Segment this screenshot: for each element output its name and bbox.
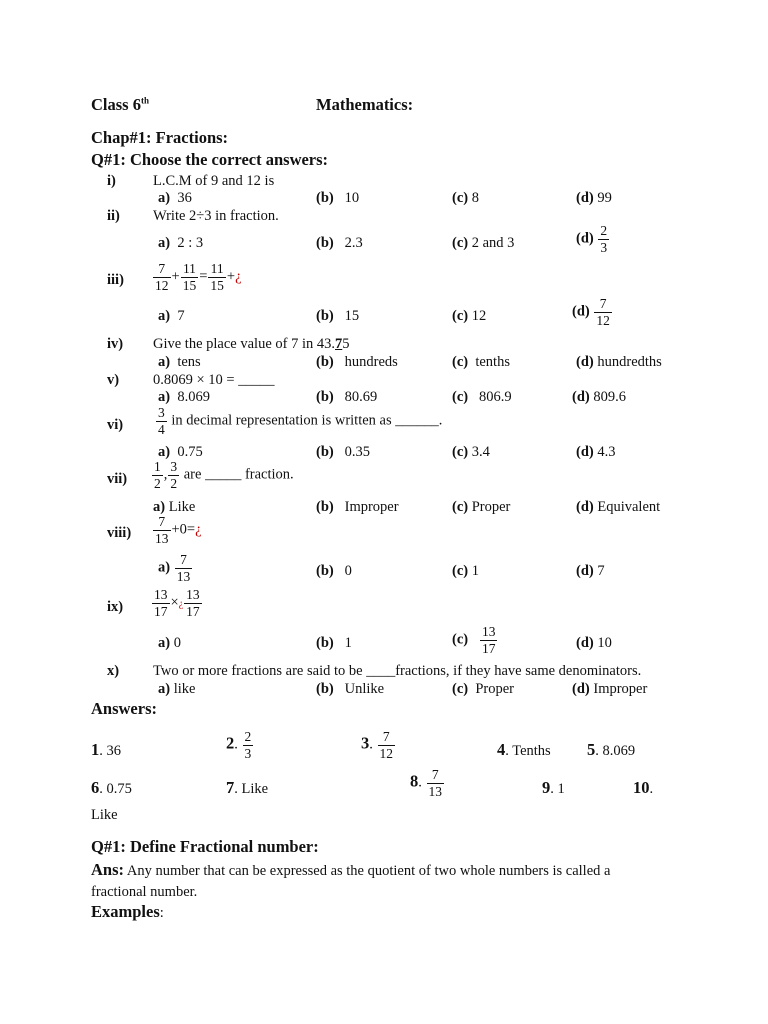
definition-answer: Ans: Any number that can be expressed as the quotient of two whole numbers is called a fractional number. [91,860,611,900]
option-c: (c) 12 [452,308,487,324]
option-d: (d) 99 [576,190,612,206]
answer-item: 2. $\frac{2}{3}$ [226,729,252,761]
answer-item-continued: Like [91,807,118,823]
option-c: (c) 1 [452,563,479,579]
option-c: (c) tenths [452,354,510,370]
chapter-title: Chap#1: Fractions: [91,128,229,147]
option-c: (c) $\frac{13}{17}$ [452,624,496,656]
q-number: vii) [107,471,128,487]
option-b: (b) 15 [316,308,360,324]
q-text: $\frac{3}{4}$ in decimal representation is written as ______. [158,405,443,437]
q-text: L.C.M of 9 and 12 is [153,173,275,189]
option-a: a) 8.069 [158,389,210,405]
q-number: viii) [107,525,132,541]
option-b: (b) 0 [316,563,352,579]
option-d: (d) hundredths [576,354,662,370]
q-number: v) [107,372,120,388]
option-c: (c) Proper [452,499,511,515]
option-d: (d) 809.6 [572,389,626,405]
option-c: (c) 8 [452,190,479,206]
answers-title: Answers: [91,699,157,718]
define-title: Q#1: Define Fractional number: [91,837,319,856]
option-d: (d) 10 [576,635,612,651]
answer-item: 4. Tenths [497,740,551,759]
option-b: (b) 2.3 [316,235,363,251]
option-b: (b) 80.69 [316,389,378,405]
option-b: (b) 10 [316,190,360,206]
q-number: ix) [107,599,124,615]
option-d: (d) 4.3 [576,444,616,460]
q-number: iv) [107,336,124,352]
option-b: (b) 1 [316,635,352,651]
option-b: (b) Unlike [316,681,385,697]
question-title: Q#1: Choose the correct answers: [91,150,329,169]
option-d: (d) Improper [572,681,648,697]
answer-item: 6. 0.75 [91,778,132,797]
answer-item: 7. Like [226,778,269,797]
q-number: ii) [107,208,120,224]
option-c: (c) 3.4 [452,444,490,460]
class-label: Class 6th [91,95,149,114]
option-d: (d) $\frac{2}{3}$ [576,223,608,255]
option-d: (d) 7 [576,563,605,579]
option-d: (d) $\frac{7}{12}$ [572,296,610,328]
answer-item: 3. $\frac{7}{12}$ [361,729,393,761]
examples-label: Examples: [91,902,164,921]
option-c: (c) Proper [452,681,515,697]
q-text: 0.8069 × 10 = _____ [153,372,275,388]
q-expression: $\frac{13}{17}$ ×¿ $\frac{13}{17}$ [154,587,200,619]
option-b: (b) hundreds [316,354,398,370]
q-number: vi) [107,417,124,433]
q-number: i) [107,173,116,189]
option-d: (d) Equivalent [576,499,661,515]
option-a: a) Like [153,499,196,515]
option-a: a) 2 : 3 [158,235,204,251]
answer-item: 5. 8.069 [587,740,636,759]
option-a: a) 0 [158,635,181,651]
option-a: a) 7 [158,308,185,324]
q-text: Write 2÷3 in fraction. [153,208,279,224]
answer-item: 8. $\frac{7}{13}$ [410,767,442,799]
q-expression: $\frac{7}{12}$ + $\frac{11}{15}$ = $\frac{11}{15}$ +¿ [155,261,242,293]
option-b: (b) Improper [316,499,399,515]
option-a: a) tens [158,354,201,370]
option-a: a) 0.75 [158,444,203,460]
option-b: (b) 0.35 [316,444,370,460]
fraction: $\frac{2}{3}$ [600,223,608,255]
option-a: a) 36 [158,190,192,206]
subject-title: Mathematics: [316,95,414,114]
option-a: a) like [158,681,196,697]
q-number: x) [107,663,120,679]
option-c: (c) 2 and 3 [452,235,515,251]
option-a: a) $\frac{7}{13}$ [158,552,191,584]
q-number: iii) [107,272,124,288]
answer-item: 9. 1 [542,778,565,797]
option-c: (c) 806.9 [452,389,512,405]
answer-item: 10. [633,778,654,797]
q-expression: $\frac{7}{13}$ +0=¿ [155,514,202,546]
q-text: Two or more fractions are said to be ____fractions, if they have same denominators. [153,663,642,679]
q-text: $\frac{1}{2}$ , $\frac{3}{2}$ are _____ fraction. [154,459,294,491]
q-text: Give the place value of 7 in 43.75 [153,336,350,352]
answer-item: 1. 36 [91,740,121,759]
